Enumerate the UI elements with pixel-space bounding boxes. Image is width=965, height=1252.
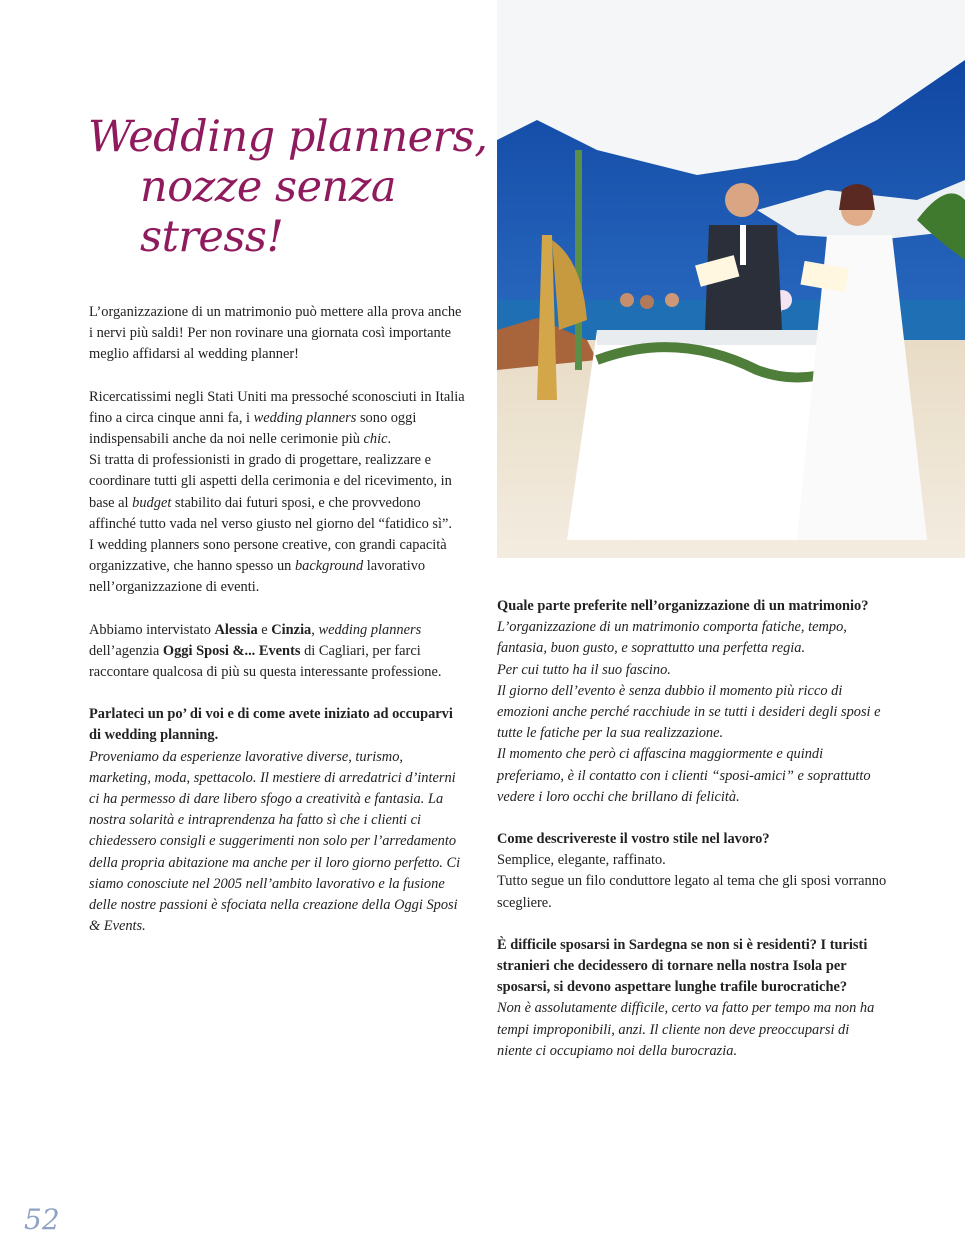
wedding-ceremony-photo bbox=[497, 0, 965, 558]
qa-block-3 bbox=[497, 829, 887, 914]
text-run: Oggi Sposi &... Events bbox=[162, 642, 301, 659]
qa-block-2 bbox=[497, 596, 887, 808]
text-run: sono oggi indispensabili anche da noi nelle cerimonie più bbox=[89, 409, 417, 448]
text-run: wedding planners bbox=[253, 409, 357, 426]
text-run: I wedding planners sono persone creative, con grandi capacità organizzative, che hanno spesso un bbox=[89, 537, 447, 575]
text-run: Abbiamo intervistato bbox=[89, 621, 215, 638]
text-run: wedding planners bbox=[318, 621, 422, 638]
answer-line: Semplice, elegante, raffinato. bbox=[497, 852, 666, 869]
text-run: stabilito dai futuri sposi, e che provvedono affinché tutto vada nel verso giusto nel giorno del “fatidico sì”. bbox=[89, 494, 452, 532]
text-run: background bbox=[294, 558, 364, 575]
text-run: Ricercatissimi negli Stati Uniti ma pressoché sconosciuti in Italia fino a circa cinque anni fa, i bbox=[89, 388, 465, 426]
answer-line: Il giorno dell’evento è senza dubbio il momento più ricco di emozioni anche perché racchiude in se tutti i desideri degli sposi e tutte le fatiche per la sua realizzazione. bbox=[497, 682, 881, 742]
text-run: , bbox=[311, 621, 319, 638]
answer-line: L’organizzazione di un matrimonio comporta fatiche, tempo, fantasia, buon gusto, e soprattutto una perfetta regia. bbox=[497, 619, 847, 657]
qa-block-4 bbox=[497, 935, 887, 1062]
question: Parlateci un po’ di voi e di come avete iniziato ad occuparvi di wedding planning. bbox=[89, 706, 453, 744]
text-run: lavorativo nell’organizzazione di eventi. bbox=[89, 558, 426, 596]
text-run: e bbox=[257, 621, 272, 638]
article-title bbox=[88, 112, 488, 262]
answer: Proveniamo da esperienze lavorative diverse, turismo, marketing, moda, spettacolo. Il mestiere di arredatrici d’interni ci ha permesso di dare libero sfogo a creatività e fantasia. La nostra solarità e intraprendenza ha fatto sì che i clienti ci chiedessero consigli e suggerimenti non solo per l’arredamento della propria abitazione ma anche per il loro giorno perfetto. Ci siamo conosciute nel 2005 nell’ambito lavorativo e la fusione delle nostre passioni è sfociata nella creazione della Oggi Sposi & Events. bbox=[89, 748, 461, 935]
text-run: di Cagliari, per farci raccontare qualcosa di più su questa interessante professione. bbox=[89, 642, 442, 681]
answer-line: Il momento che però ci affascina maggiormente e quindi preferiamo, è il contatto con i clienti “sposi-amici” e soprattutto vedere i loro occhi che brillano di felicità. bbox=[497, 746, 871, 805]
interview-intro-paragraph bbox=[89, 620, 467, 684]
right-column bbox=[497, 596, 887, 1083]
text-run: budget bbox=[132, 494, 172, 511]
title-line-1: Wedding planners, bbox=[88, 112, 488, 162]
page-number: 52 bbox=[24, 1203, 60, 1236]
question: Come descrivereste il vostro stile nel lavoro? bbox=[497, 831, 770, 848]
answer-line: Tutto segue un filo conduttore legato al tema che gli sposi vorranno scegliere. bbox=[497, 873, 887, 911]
description-paragraph bbox=[89, 387, 467, 599]
text-run: dell’agenzia bbox=[89, 642, 163, 659]
text-run: Si tratta di professionisti in grado di progettare, realizzare e coordinare tutti gli aspetti della cerimonia e del ricevimento, in base al bbox=[89, 452, 452, 511]
left-column bbox=[89, 302, 467, 958]
answer-line: Per cui tutto ha il suo fascino. bbox=[497, 661, 671, 678]
text-run: . bbox=[387, 431, 392, 448]
answer: Non è assolutamente difficile, certo va fatto per tempo ma non ha tempi improponibili, anzi. Il cliente non deve preoccuparsi di niente ci occupiamo noi della burocrazia. bbox=[497, 1000, 875, 1059]
qa-block-1 bbox=[89, 704, 467, 937]
intro-paragraph: L’organizzazione di un matrimonio può mettere alla prova anche i nervi più saldi! Per non rovinare una giornata così importante meglio affidarsi al wedding planner! bbox=[89, 304, 462, 363]
text-run: Alessia bbox=[214, 621, 258, 638]
question: È difficile sposarsi in Sardegna se non si è residenti? I turisti stranieri che decidessero di tornare nella nostra Isola per sposarsi, si devono aspettare lunghe trafile burocratiche? bbox=[497, 936, 868, 996]
text-run: Cinzia bbox=[271, 621, 312, 638]
question: Quale parte preferite nell’organizzazione di un matrimonio? bbox=[497, 598, 869, 614]
title-line-2: nozze senza stress! bbox=[140, 162, 397, 262]
text-run: chic bbox=[363, 431, 388, 448]
